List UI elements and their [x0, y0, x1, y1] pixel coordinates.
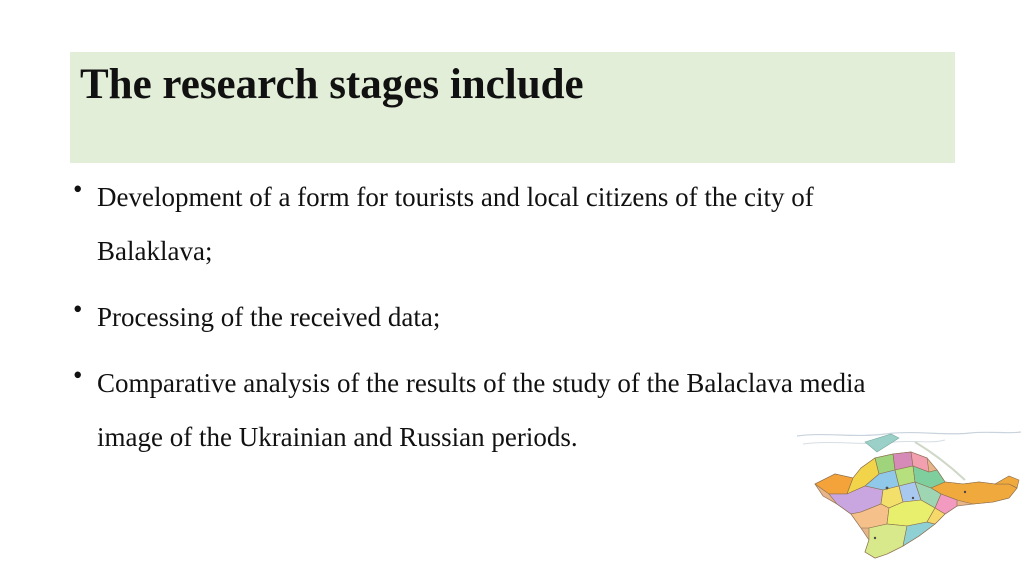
bullet-list — [70, 170, 900, 464]
slide-title: The research stages include — [80, 61, 584, 108]
bullet-item-3 — [70, 356, 900, 464]
bullet-text: Comparative analysis of the results of the study of the Balaclava media image of the Ukrainian and Russian periods. — [97, 368, 866, 452]
bullet-marker: • — [73, 174, 83, 204]
bullet-item-2 — [70, 290, 900, 344]
bullet-text: Processing of the received data; — [97, 302, 441, 332]
bullet-marker: • — [73, 294, 83, 324]
bullet-text: Development of a form for tourists and local citizens of the city of Balaklava; — [97, 182, 814, 266]
title-band — [70, 52, 955, 163]
crimea-map-icon — [795, 428, 1023, 566]
bullet-item-1 — [70, 170, 900, 278]
bullet-marker: • — [73, 360, 83, 390]
